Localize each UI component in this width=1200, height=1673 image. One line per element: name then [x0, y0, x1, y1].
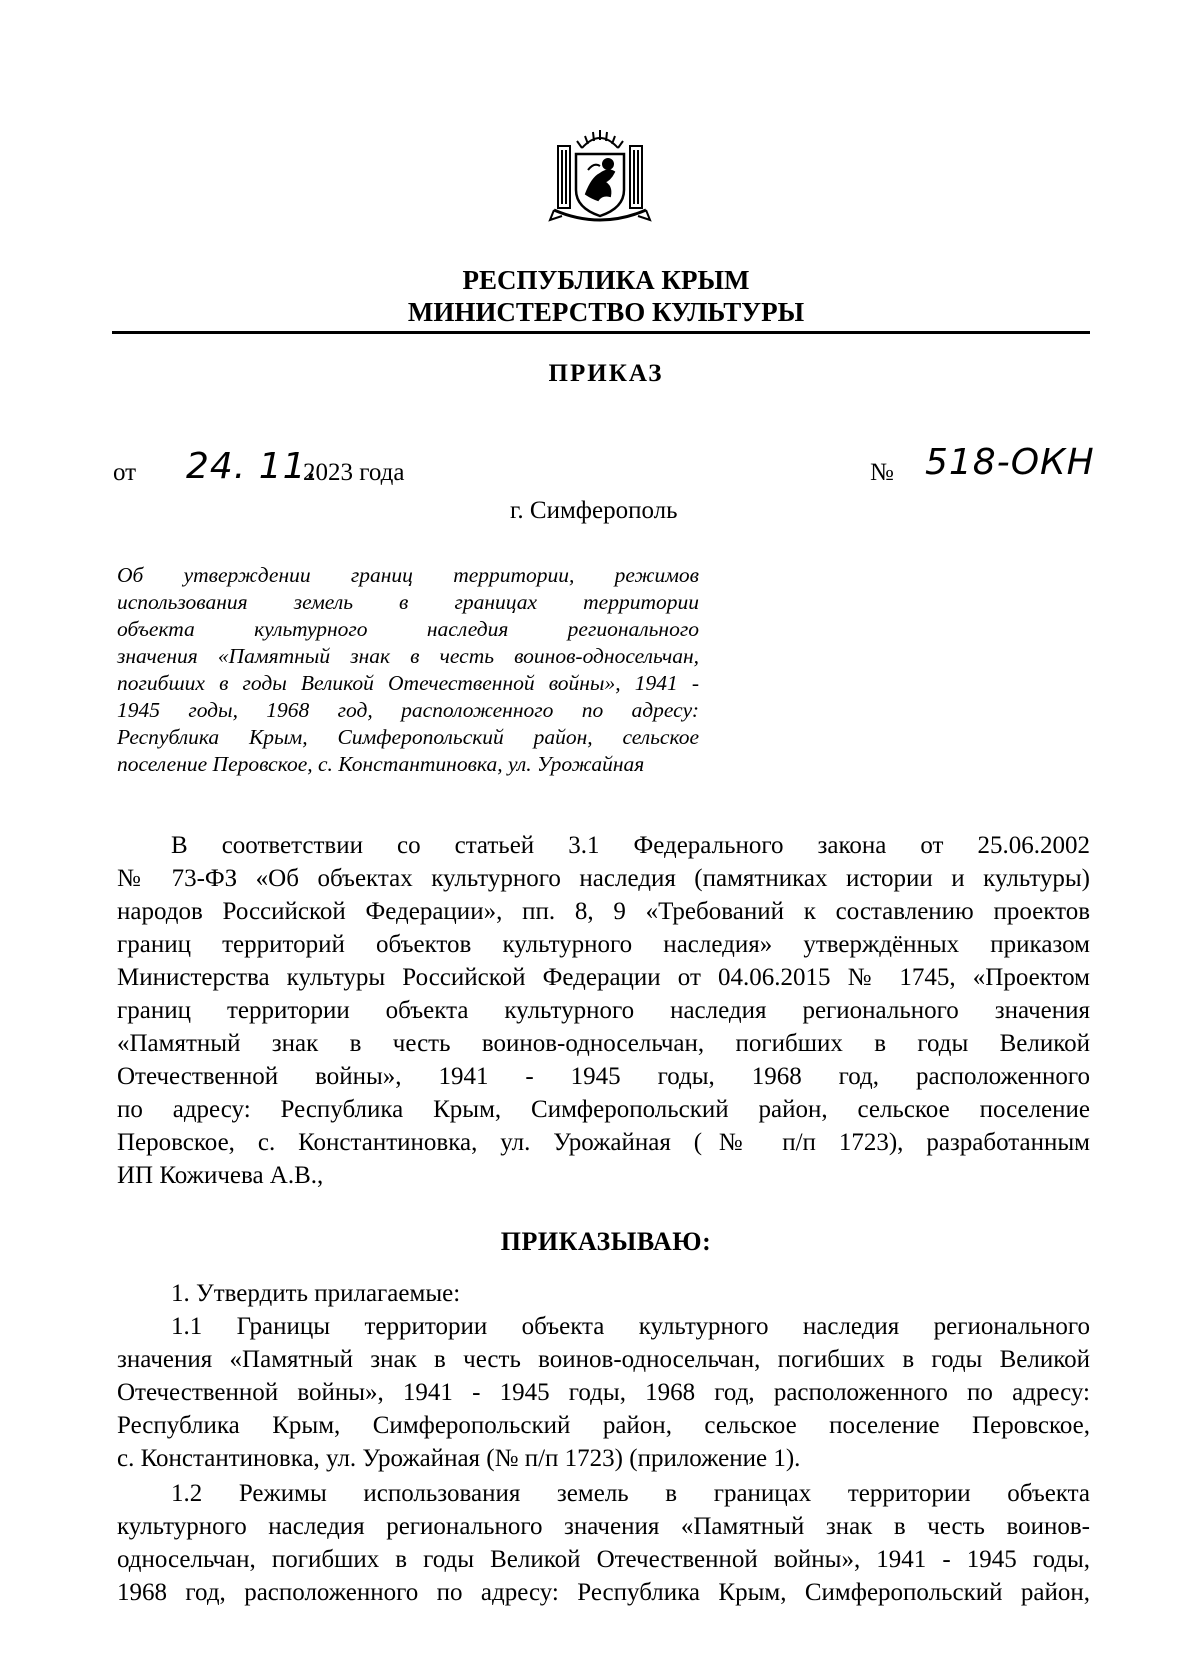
- order-line: односельчан, погибших в годы Великой Отечественной войны», 1941 - 1945 годы,: [117, 1546, 1090, 1573]
- title-line: Об утверждении границ территории, режимов: [117, 563, 699, 587]
- number-label: №: [870, 459, 894, 486]
- order-line: значения «Памятный знак в честь воинов-односельчан, погибших в годы Великой: [117, 1346, 1090, 1373]
- date-from-label: от: [113, 459, 137, 486]
- preamble-line: Министерства культуры Российской Федерации от 04.06.2015 № 1745, «Проектом: [117, 964, 1090, 991]
- preamble-line: ИП Кожичева А.В.,: [117, 1162, 324, 1189]
- handwritten-number: 518-ОКН: [925, 442, 1095, 483]
- preamble-line: «Памятный знак в честь воинов-односельчан, погибших в годы Великой: [117, 1030, 1090, 1057]
- preamble-line: народов Российской Федерации», пп. 8, 9 «Требований к составлению проектов: [117, 898, 1090, 925]
- order-line: 1.1 Границы территории объекта культурного наследия регионального: [171, 1313, 1090, 1340]
- republic-heading: РЕСПУБЛИКА КРЫМ: [462, 265, 750, 295]
- order-items: [117, 1277, 1090, 1609]
- preamble-paragraph: [117, 829, 1090, 1192]
- order-line: культурного наследия регионального значения «Памятный знак в честь воинов-: [117, 1513, 1090, 1540]
- title-line: значения «Памятный знак в честь воинов-односельчан,: [117, 644, 699, 668]
- order-line: 1968 год, расположенного по адресу: Республика Крым, Симферопольский район,: [117, 1579, 1090, 1606]
- title-line: объекта культурного наследия регионального: [117, 617, 699, 641]
- title-line: 1945 годы, 1968 год, расположенного по адресу:: [117, 698, 699, 722]
- title-line: Республика Крым, Симферопольский район, сельское: [117, 725, 699, 749]
- title-line: погибших в годы Великой Отечественной войны», 1941 -: [117, 671, 699, 695]
- preamble-line: по адресу: Республика Крым, Симферопольский район, сельское поселение: [117, 1096, 1090, 1123]
- orders-heading: ПРИКАЗЫВАЮ:: [500, 1227, 712, 1256]
- order-title: [117, 562, 699, 778]
- preamble-line: В соответствии со статьей 3.1 Федерального закона от 25.06.2002: [171, 832, 1090, 859]
- preamble-line: № 73-ФЗ «Об объектах культурного наследия (памятниках истории и культуры): [117, 865, 1090, 892]
- title-line: использования земель в границах территории: [117, 590, 699, 614]
- order-line: Республика Крым, Симферопольский район, сельское поселение Перовское,: [117, 1412, 1090, 1439]
- handwritten-date: 24. 11.: [186, 446, 319, 487]
- preamble-line: границ территории объекта культурного наследия регионального значения: [117, 997, 1090, 1024]
- order-line: 1.2 Режимы использования земель в границах территории объекта: [171, 1480, 1090, 1507]
- ministry-heading: МИНИСТЕРСТВО КУЛЬТУРЫ: [407, 297, 805, 327]
- title-line: поселение Перовское, с. Константиновка, ул. Урожайная: [117, 752, 645, 776]
- preamble-line: границ территорий объектов культурного наследия» утверждённых приказом: [117, 931, 1090, 958]
- city-text: г. Симферополь: [510, 497, 678, 524]
- preamble-line: Перовское, с. Константиновка, ул. Урожайная (№ п/п 1723), разработанным: [117, 1129, 1090, 1156]
- year-text: 2023 года: [303, 459, 405, 486]
- header-divider: [112, 331, 1090, 334]
- coat-of-arms-emblem: [548, 124, 652, 234]
- preamble-line: Отечественной войны», 1941 - 1945 годы, 1968 год, расположенного: [117, 1063, 1090, 1090]
- order-line: Отечественной войны», 1941 - 1945 годы, 1968 год, расположенного по адресу:: [117, 1379, 1090, 1406]
- order-line: с. Константиновка, ул. Урожайная (№ п/п 1723) (приложение 1).: [117, 1445, 801, 1472]
- order-line: 1. Утвердить прилагаемые:: [171, 1280, 461, 1307]
- doc-type-heading: ПРИКАЗ: [548, 360, 664, 387]
